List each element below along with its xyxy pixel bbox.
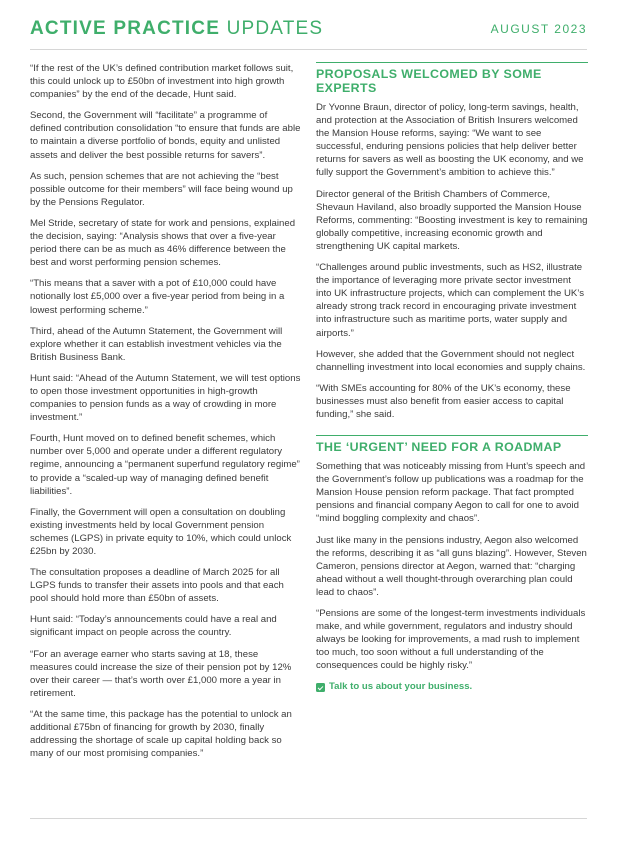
right-column: [316, 62, 588, 694]
left-paragraph: “If the rest of the UK’s defined contribution market follows suit, this could unlock up to £50bn of investment into high growth companies” by the end of the decade, Hunt said.: [30, 63, 294, 101]
section-heading-proposals: [316, 62, 588, 95]
left-paragraph: “This means that a saver with a pot of £10,000 could have notionally lost £5,000 over a five-year period from being in a lowest performing scheme.”: [30, 278, 285, 316]
left-paragraph: Third, ahead of the Autumn Statement, the Government will explore whether it can establish investment vehicles via the British Business Bank.: [30, 325, 283, 363]
section-heading-text: THE ‘URGENT’ NEED FOR A ROADMAP: [316, 440, 562, 455]
contact-link[interactable]: [316, 680, 588, 693]
left-column: [30, 62, 301, 768]
left-paragraph: Second, the Government will “facilitate” a programme of defined contribution consolidation “to ensure that funds are able to maintain a diverse portfolio of bonds, equity and unlisted assets and deliver the best possible returns for savers”.: [30, 110, 301, 161]
right-paragraph: However, she added that the Government should not neglect channelling investment into local economies and supply chains.: [316, 348, 586, 373]
contact-link-label[interactable]: Talk to us about your business.: [329, 681, 473, 693]
right-paragraph: Something that was noticeably missing from Hunt’s speech and the Government’s follow up publications was a roadmap for the Mansion House pension reform package. That fact prompted pensions and financial company Aegon to call for one to avoid “mind boggling complexity and chaos”.: [316, 461, 586, 525]
publication-title: [30, 18, 323, 40]
left-paragraph: Hunt said: “Today’s announcements could have a real and significant impact on people across the country.: [30, 614, 277, 639]
right-paragraph: Just like many in the pensions industry, Aegon also welcomed the reforms, describing it as “all guns blazing”. However, Steven Cameron, pensions director at Aegon, warned that: “charging ahead without a well thought-through overarching plan could lead to chaos”.: [316, 534, 587, 598]
publication-title-bold: ACTIVE PRACTICE: [30, 18, 221, 39]
left-paragraph: Finally, the Government will open a consultation on doubling existing investments held by local Government pension schemes (LGPS) in private equity to 10%, which could unlock £25bn by 2030.: [30, 506, 292, 557]
left-paragraph: “At the same time, this package has the potential to unlock an additional £75bn of financing for growth by 2030, finally addressing the shortage of scale up capital holding back so many of our most promising companies.”: [30, 708, 292, 760]
left-paragraph: Fourth, Hunt moved on to defined benefit schemes, which number over 5,000 and operate under a different regulatory regime, announcing a “permanent superfund regulatory regime” to provide a “scaled-up way of managing defined benefit liabilities”.: [30, 433, 300, 497]
footer-divider: [30, 818, 587, 819]
left-paragraph: As such, pension schemes that are not achieving the “best possible outcome for their members” will face being wound up by the Pensions Regulator.: [30, 170, 293, 208]
section-heading-roadmap: [316, 435, 588, 454]
right-paragraph: “Pensions are some of the longest-term investments individuals make, and while government, regulators and industry should always be looking for improvements, a mad rush to implement too much, too soon without a full understanding of the consequences could be highly risky.”: [316, 608, 586, 672]
issue-date: AUGUST 2023: [490, 22, 587, 36]
right-paragraph: Dr Yvonne Braun, director of policy, long-term savings, health, and protection at the Association of British Insurers welcomed the Mansion House reforms, saying: “We want to see successful, enduring pensions policies that help deliver better returns for savers as well as boosting the UK economy, and we fully support the Government’s ambition to achieve this.”: [316, 102, 584, 179]
left-paragraph: Mel Stride, secretary of state for work and pensions, explained the decision, saying: “Analysis shows that over a five-year period there can be as much as 46% difference between the best and worst performing pension schemes.: [30, 217, 296, 269]
left-paragraph: The consultation proposes a deadline of March 2025 for all LGPS funds to transfer their assets into pools and that each pool should hold more than £50bn of assets.: [30, 567, 284, 605]
right-paragraph: Director general of the British Chambers of Commerce, Shevaun Haviland, also broadly supported the Mansion House Reforms, commenting: “Boosting investment is key to remaining globally competitive, increasing economic growth and strengthening UK capital markets.: [316, 188, 588, 252]
publication-title-light: UPDATES: [226, 18, 324, 39]
left-paragraph: Hunt said: “Ahead of the Autumn Statement, we will test options to open those investment opportunities in high-growth companies to pension funds as a way of crowding in more investment.”: [30, 372, 301, 424]
left-paragraph: “For an average earner who starts saving at 18, these measures could increase the size of their pension pot by 12% over their career — that’s worth over £1,000 more a year in retirement.: [30, 648, 292, 699]
header-divider: [30, 49, 587, 50]
section-heading-text: PROPOSALS WELCOMED BY SOME EXPERTS: [316, 67, 542, 95]
page-header: [30, 18, 587, 44]
right-paragraph: “With SMEs accounting for 80% of the UK’s economy, these businesses must also benefit from easier access to capital funding,” she said.: [316, 382, 571, 420]
external-link-icon: [316, 683, 325, 692]
right-paragraph: “Challenges around public investments, such as HS2, illustrate the importance of leveraging more private sector investment into UK infrastructure projects, which can complement the UK’s already strong track record in encouraging private investment into infrastructure such as maritime ports, water supply and airports.”: [316, 262, 585, 339]
